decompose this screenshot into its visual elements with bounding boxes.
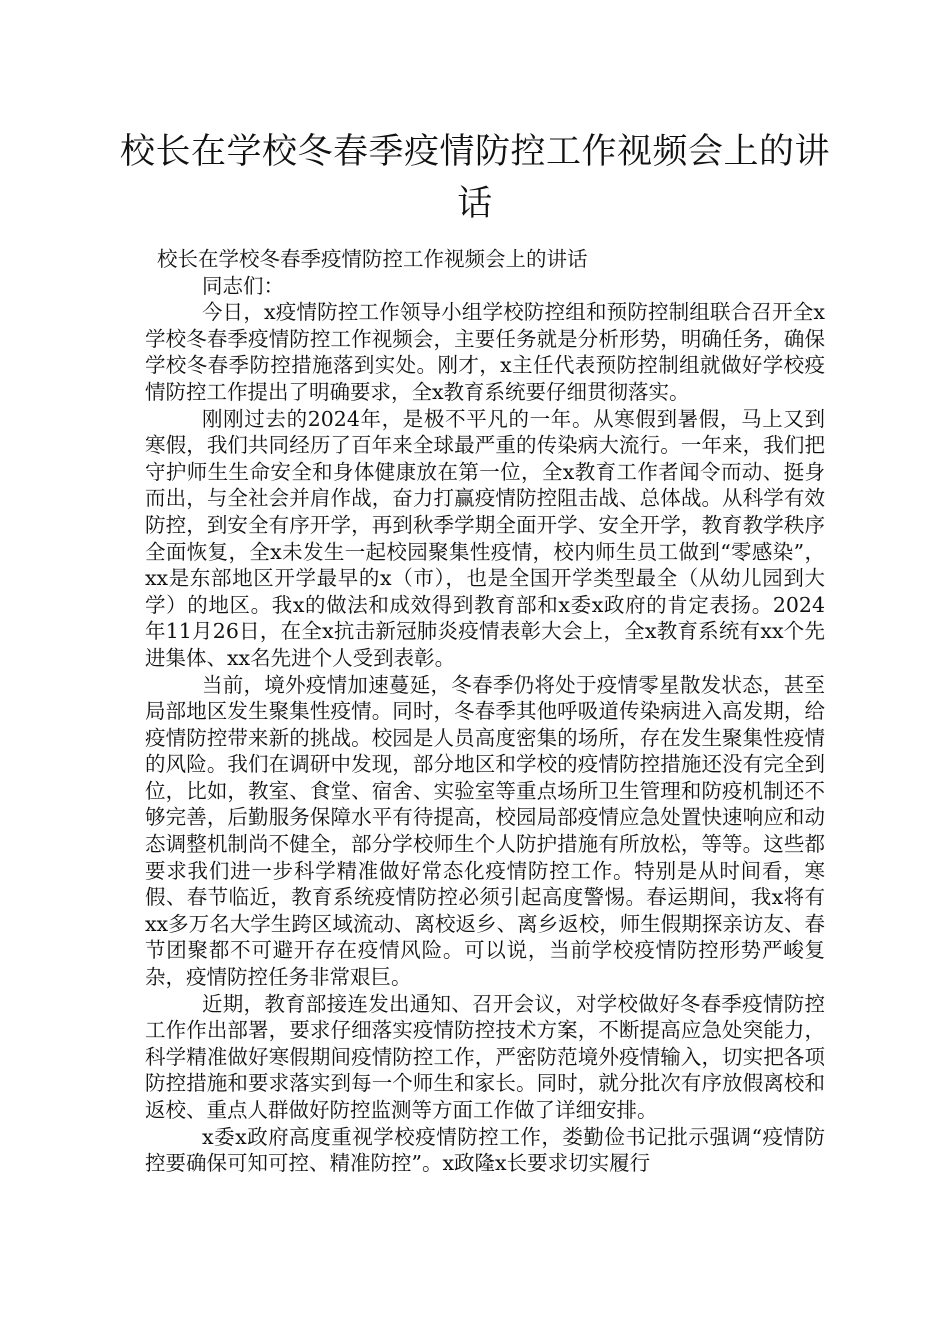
greeting: 同志们： [202, 273, 284, 298]
paragraph: 近期，教育部接连发出通知、召开会议，对学校做好冬春季疫情防控工作作出部署，要求仔细落实疫情防控技术方案，不断提高应急处突能力，科学精准做好寒假期间疫情防控工作，严密防范境外疫情输入，切实把各项防控措施和要求落实到每一个师生和家长。同时，就分批次有序放假离校和返校、重点人群做好防控监测等方面工作做了详细安排。 [145, 991, 825, 1122]
paragraph: 刚刚过去的2024年，是极不平凡的一年。从寒假到暑假，马上又到寒假，我们共同经历了百年来全球最严重的传染病大流行。一年来，我们把守护师生生命安全和身体健康放在第一位，全x教育工作者闻令而动、挺身而出，与全社会并肩作战，奋力打赢疫情防控阻击战、总体战。从科学有效防控，到安全有序开学，再到秋季学期全面开学、安全开学，教育教学秩序全面恢复，全x未发生一起校园聚集性疫情，校内师生员工做到“零感染”，xx是东部地区开学最早的x（市），也是全国开学类型最全（从幼儿园到大学）的地区。我x的做法和成效得到教育部和x委x政府的肯定表扬。2024年11月26日，在全x抗击新冠肺炎疫情表彰大会上，全x教育系统有xx个先进集体、xx名先进个人受到表彰。 [145, 406, 825, 670]
paragraph: 当前，境外疫情加速蔓延，冬春季仍将处于疫情零星散发状态，甚至局部地区发生聚集性疫情。同时，冬春季其他呼吸道传染病进入高发期，给疫情防控带来新的挑战。校园是人员高度密集的场所，存在发生聚集性疫情的风险。我们在调研中发现，部分地区和学校的疫情防控措施还没有完全到位，比如，教室、食堂、宿舍、实验室等重点场所卫生管理和防疫机制还不够完善，后勤服务保障水平有待提高，校园局部疫情应急处置快速响应和动态调整机制尚不健全，部分学校师生个人防护措施有所放松，等等。这些都要求我们进一步科学精准做好常态化疫情防控工作。特别是从时间看，寒假、春节临近，教育系统疫情防控必须引起高度警惕。春运期间，我x将有xx多万名大学生跨区域流动、离校返乡、离乡返校，师生假期探亲访友、春节团聚都不可避开存在疫情风险。可以说，当前学校疫情防控形势严峻复杂，疫情防控任务非常艰巨。 [145, 672, 825, 990]
document-body [145, 246, 825, 1177]
document-title: 校长在学校冬春季疫情防控工作视频会上的讲话 [120, 132, 831, 224]
document-subtitle: 校长在学校冬春季疫情防控工作视频会上的讲话 [157, 247, 588, 271]
paragraph: x委x政府高度重视学校疫情防控工作，娄勤俭书记批示强调“疫情防控要确保可知可控、精准防控”。x政隆x长要求切实履行 [145, 1124, 825, 1176]
paragraph: 今日，x疫情防控工作领导小组学校防控组和预防控制组联合召开全x学校冬春季疫情防控工作视频会，主要任务就是分析形势，明确任务，确保学校冬春季防控措施落到实处。刚才，x主任代表预防控制组就做好学校疫情防控工作提出了明确要求，全x教育系统要仔细贯彻落实。 [145, 300, 825, 404]
